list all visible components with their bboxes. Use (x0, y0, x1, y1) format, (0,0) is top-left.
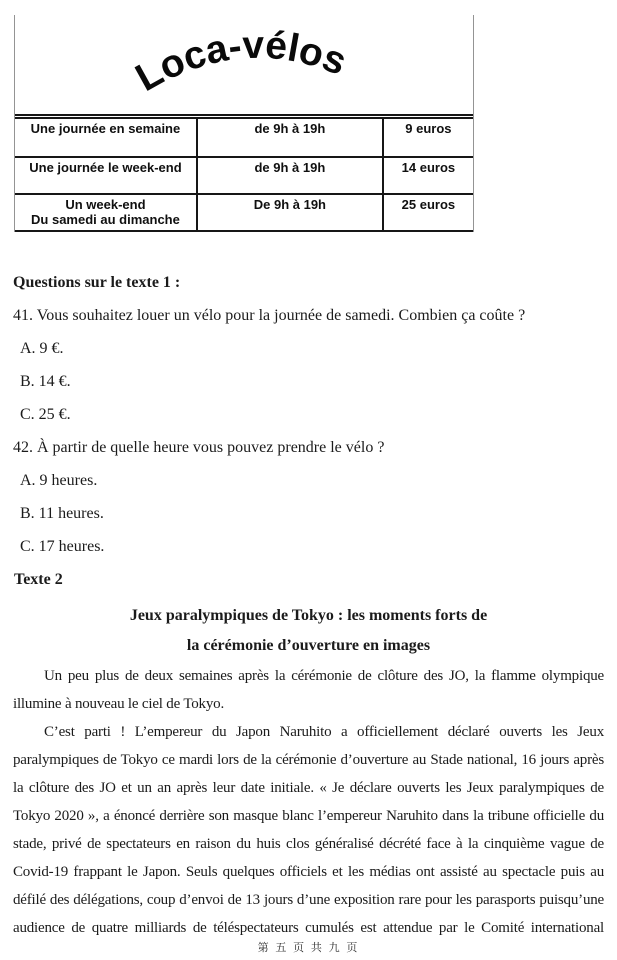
question-41-option-c: C. 25 €. (20, 406, 71, 423)
table-row (15, 119, 473, 156)
article-paragraph-2: C’est parti ! L’empereur du Japon Naruhito a officiellement déclaré ouverts les Jeux paralympiques de Tokyo ce mardi lors de la cérémonie d’ouverture au Stade national, 16 jours après la clôture des JO et un an après leur date initiale. « Je déclare ouverts les Jeux paralympiques de Tokyo 2020 », a énoncé derrière son masque blanc l’empereur Naruhito dans la tribune officielle du stade, privé de spectateurs en raison du huis clos généralisé décrété face à la cinquième vague de Covid-19 frappant le Japon. Seuls quelques officiels et les médias ont assisté au spectacle puis au défilé des délégations, coup d’envoi de 13 jours d’une exposition rare pour les parasports puisqu’une audience de quatre milliards de téléspectateurs cumulés est attendue par le Comité international (13, 724, 604, 936)
rental-price-cell: 14 euros (382, 158, 473, 193)
rental-table (15, 114, 473, 232)
rental-hours-cell: De 9h à 19h (196, 195, 382, 230)
questions-section (13, 266, 605, 563)
rental-duration-cell: Une journée en semaine (30, 121, 181, 136)
table-row (15, 156, 473, 193)
question-42-option-b: B. 11 heures. (20, 505, 104, 522)
card-title-area (15, 15, 473, 114)
article-title (0, 601, 617, 661)
rental-duration-cell: Une journée le week-end (29, 160, 182, 175)
rental-price-cell: 9 euros (382, 119, 473, 156)
bike-rental-card (14, 15, 474, 232)
question-41-option-a: A. 9 €. (20, 340, 64, 357)
question-41-option-b: B. 14 €. (20, 373, 71, 390)
question-41-text: 41. Vous souhaitez louer un vélo pour la journée de samedi. Combien ça coûte ? (13, 307, 526, 324)
question-42-text: 42. À partir de quelle heure vous pouvez prendre le vélo ? (13, 439, 385, 456)
rental-price-cell: 25 euros (382, 195, 473, 230)
rental-duration-line2: Du samedi au dimanche (31, 212, 180, 227)
article-title-line1: Jeux paralympiques de Tokyo : les moments forts de (129, 607, 488, 624)
rental-duration-cell (15, 195, 196, 230)
table-row (15, 193, 473, 230)
questions-section-title: Questions sur le texte 1 : (13, 274, 181, 291)
page-number-footer: 第 五 页 共 九 页 (257, 942, 360, 954)
question-42-option-c: C. 17 heures. (20, 538, 105, 555)
rental-duration-line1: Un week-end (65, 197, 146, 212)
rental-hours-cell: de 9h à 19h (196, 158, 382, 193)
loca-velos-arched-logo (15, 15, 473, 114)
article-paragraph-1: Un peu plus de deux semaines après la cérémonie de clôture des JO, la flamme olympique illumine à nouveau le ciel de Tokyo. (13, 668, 604, 712)
question-42-option-a: A. 9 heures. (20, 472, 98, 489)
svg-text:Loca-vélos (129, 24, 352, 100)
texte2-label: Texte 2 (14, 571, 63, 588)
article-title-line2: la cérémonie d’ouverture en images (186, 637, 431, 654)
rental-hours-cell: de 9h à 19h (196, 119, 382, 156)
card-title-text: Loca-vélos (128, 23, 353, 101)
